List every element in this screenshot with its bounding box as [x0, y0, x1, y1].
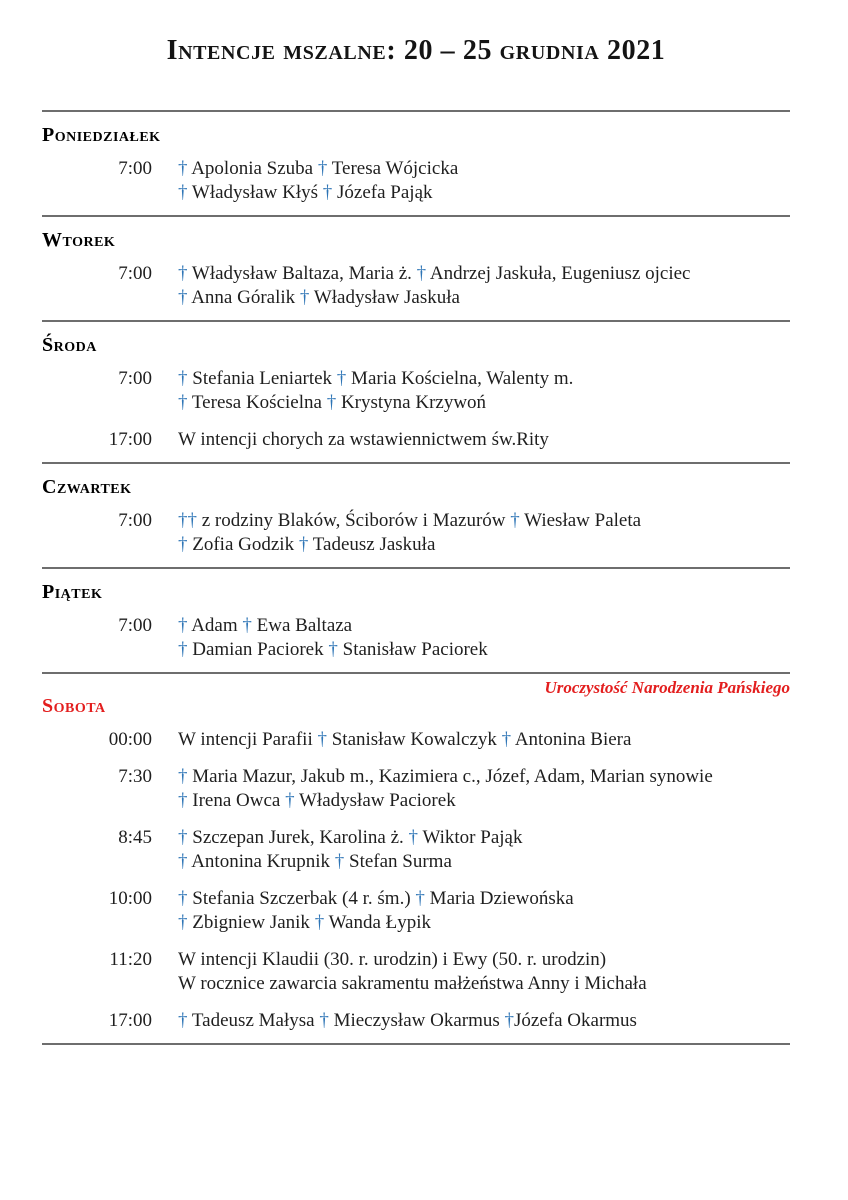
intention-line: † Irena Owca † Władysław Paciorek: [178, 790, 456, 811]
intention-lines: [178, 948, 647, 996]
section-friday: [42, 567, 790, 672]
feast-note: Uroczystość Narodzenia Pańskiego: [544, 678, 790, 697]
intention-line: †† z rodziny Blaków, Ściborów i Mazurów † Wiesław Paleta: [178, 510, 642, 531]
day-name-monday: Poniedziałek: [42, 124, 161, 146]
intention-lines: [178, 728, 631, 752]
cross-icon: †: [178, 851, 188, 872]
cross-icon: †: [416, 263, 427, 284]
day-name-thursday: Czwartek: [42, 476, 132, 498]
intention-line: W intencji Parafii † Stanisław Kowalczyk † Antonina Biera: [178, 729, 632, 750]
cross-icon: †: [314, 912, 325, 933]
intention-line: † Szczepan Jurek, Karolina ż. † Wiktor Pająk: [178, 827, 523, 848]
mass-row: [42, 157, 790, 205]
mass-time: 7:00: [118, 158, 152, 179]
mass-time: 00:00: [108, 729, 152, 750]
intention-lines: [178, 765, 713, 813]
cross-icon: †: [178, 287, 188, 308]
cross-icon: †: [415, 888, 425, 909]
cross-icon: †: [336, 368, 347, 389]
cross-icon: †: [178, 263, 188, 284]
cross-icon: †: [322, 182, 333, 203]
cross-icon: †: [178, 1010, 188, 1031]
mass-time: 17:00: [108, 1010, 152, 1031]
intention-line: † Teresa Kościelna † Krystyna Krzywoń: [178, 392, 487, 413]
intention-lines: [178, 367, 573, 415]
intention-lines: [178, 509, 641, 557]
mass-row: [42, 614, 790, 662]
cross-icon: †: [187, 510, 197, 531]
cross-icon: †: [178, 827, 188, 848]
mass-row: [42, 765, 790, 813]
section-thursday: [42, 462, 790, 567]
intention-line: † Antonina Krupnik † Stefan Surma: [178, 851, 452, 872]
title-spacer: [42, 69, 790, 110]
cross-icon: †: [178, 182, 188, 203]
cross-icon: †: [317, 729, 327, 750]
mass-row: [42, 1009, 790, 1033]
cross-icon: †: [510, 510, 520, 531]
mass-time: 10:00: [108, 888, 152, 909]
intention-lines: [178, 887, 574, 935]
intention-line: † Damian Paciorek † Stanisław Paciorek: [178, 639, 488, 660]
mass-row: [42, 509, 790, 557]
section-saturday: [42, 672, 790, 1043]
cross-icon: †: [317, 158, 328, 179]
mass-time: 17:00: [108, 429, 152, 450]
intention-line: † Zofia Godzik † Tadeusz Jaskuła: [178, 534, 436, 555]
cross-icon: †: [178, 888, 188, 909]
intention-lines: [178, 428, 549, 452]
intention-line: † Apolonia Szuba † Teresa Wójcicka: [178, 158, 459, 179]
intention-lines: [178, 1009, 637, 1033]
intention-line: † Władysław Baltaza, Maria ż. † Andrzej Jaskuła, Eugeniusz ojciec: [178, 263, 691, 284]
mass-time: 11:20: [109, 949, 152, 970]
mass-time: 7:30: [118, 766, 152, 787]
mass-time: 7:00: [118, 263, 152, 284]
mass-row: [42, 262, 790, 310]
intention-line: † Zbigniew Janik † Wanda Łypik: [178, 912, 432, 933]
document-title: Intencje mszalne: 20 – 25 grudnia 2021: [166, 35, 666, 66]
day-name-tuesday: Wtorek: [42, 229, 116, 251]
intention-line: † Władysław Kłyś † Józefa Pająk: [178, 182, 433, 203]
intention-line: † Tadeusz Małysa † Mieczysław Okarmus †Józefa Okarmus: [178, 1010, 637, 1031]
cross-icon: †: [285, 790, 295, 811]
bottom-rule: [42, 1043, 790, 1045]
section-wednesday: [42, 320, 790, 462]
mass-row: [42, 887, 790, 935]
cross-icon: †: [299, 287, 310, 308]
cross-icon: †: [178, 158, 188, 179]
cross-icon: †: [326, 392, 337, 413]
cross-icon: †: [408, 827, 419, 848]
cross-icon: †: [319, 1010, 329, 1031]
cross-icon: †: [242, 615, 252, 636]
cross-icon: †: [328, 639, 338, 660]
intention-line: † Stefania Szczerbak (4 r. śm.) † Maria Dziewońska: [178, 888, 574, 909]
intention-line: † Maria Mazur, Jakub m., Kazimiera c., Józef, Adam, Marian synowie: [178, 766, 713, 787]
cross-icon: †: [178, 510, 188, 531]
cross-icon: †: [178, 615, 188, 636]
intention-lines: [178, 614, 488, 662]
intention-lines: [178, 157, 458, 205]
mass-row: [42, 948, 790, 996]
mass-row: [42, 826, 790, 874]
cross-icon: †: [178, 534, 188, 555]
cross-icon: †: [178, 912, 188, 933]
mass-row: [42, 367, 790, 415]
day-name-wednesday: Środa: [42, 334, 97, 356]
cross-icon: †: [178, 766, 188, 787]
intention-line: W intencji Klaudii (30. r. urodzin) i Ewy (50. r. urodzin): [178, 949, 607, 970]
cross-icon: †: [178, 790, 188, 811]
cross-icon: †: [178, 392, 188, 413]
intention-line: † Adam † Ewa Baltaza: [178, 615, 353, 636]
mass-time: 7:00: [118, 510, 152, 531]
day-name-saturday: Sobota: [42, 695, 106, 717]
mass-row: [42, 728, 790, 752]
intention-lines: [178, 262, 691, 310]
cross-icon: †: [334, 851, 345, 872]
mass-time: 7:00: [118, 615, 152, 636]
intention-line: W intencji chorych za wstawiennictwem św.Rity: [178, 429, 549, 450]
section-tuesday: [42, 215, 790, 320]
cross-icon: †: [298, 534, 309, 555]
intention-line: † Anna Góralik † Władysław Jaskuła: [178, 287, 460, 308]
intention-line: † Stefania Leniartek † Maria Kościelna, Walenty m.: [178, 368, 574, 389]
cross-icon: †: [501, 729, 512, 750]
cross-icon: †: [178, 368, 188, 389]
mass-time: 7:00: [118, 368, 152, 389]
cross-icon: †: [178, 639, 188, 660]
cross-icon: †: [504, 1010, 515, 1031]
day-name-friday: Piątek: [42, 581, 103, 603]
mass-row: [42, 428, 790, 452]
intention-line: W rocznice zawarcia sakramentu małżeństwa Anny i Michała: [178, 973, 647, 994]
intention-lines: [178, 826, 522, 874]
section-monday: [42, 110, 790, 215]
mass-time: 8:45: [118, 827, 152, 848]
